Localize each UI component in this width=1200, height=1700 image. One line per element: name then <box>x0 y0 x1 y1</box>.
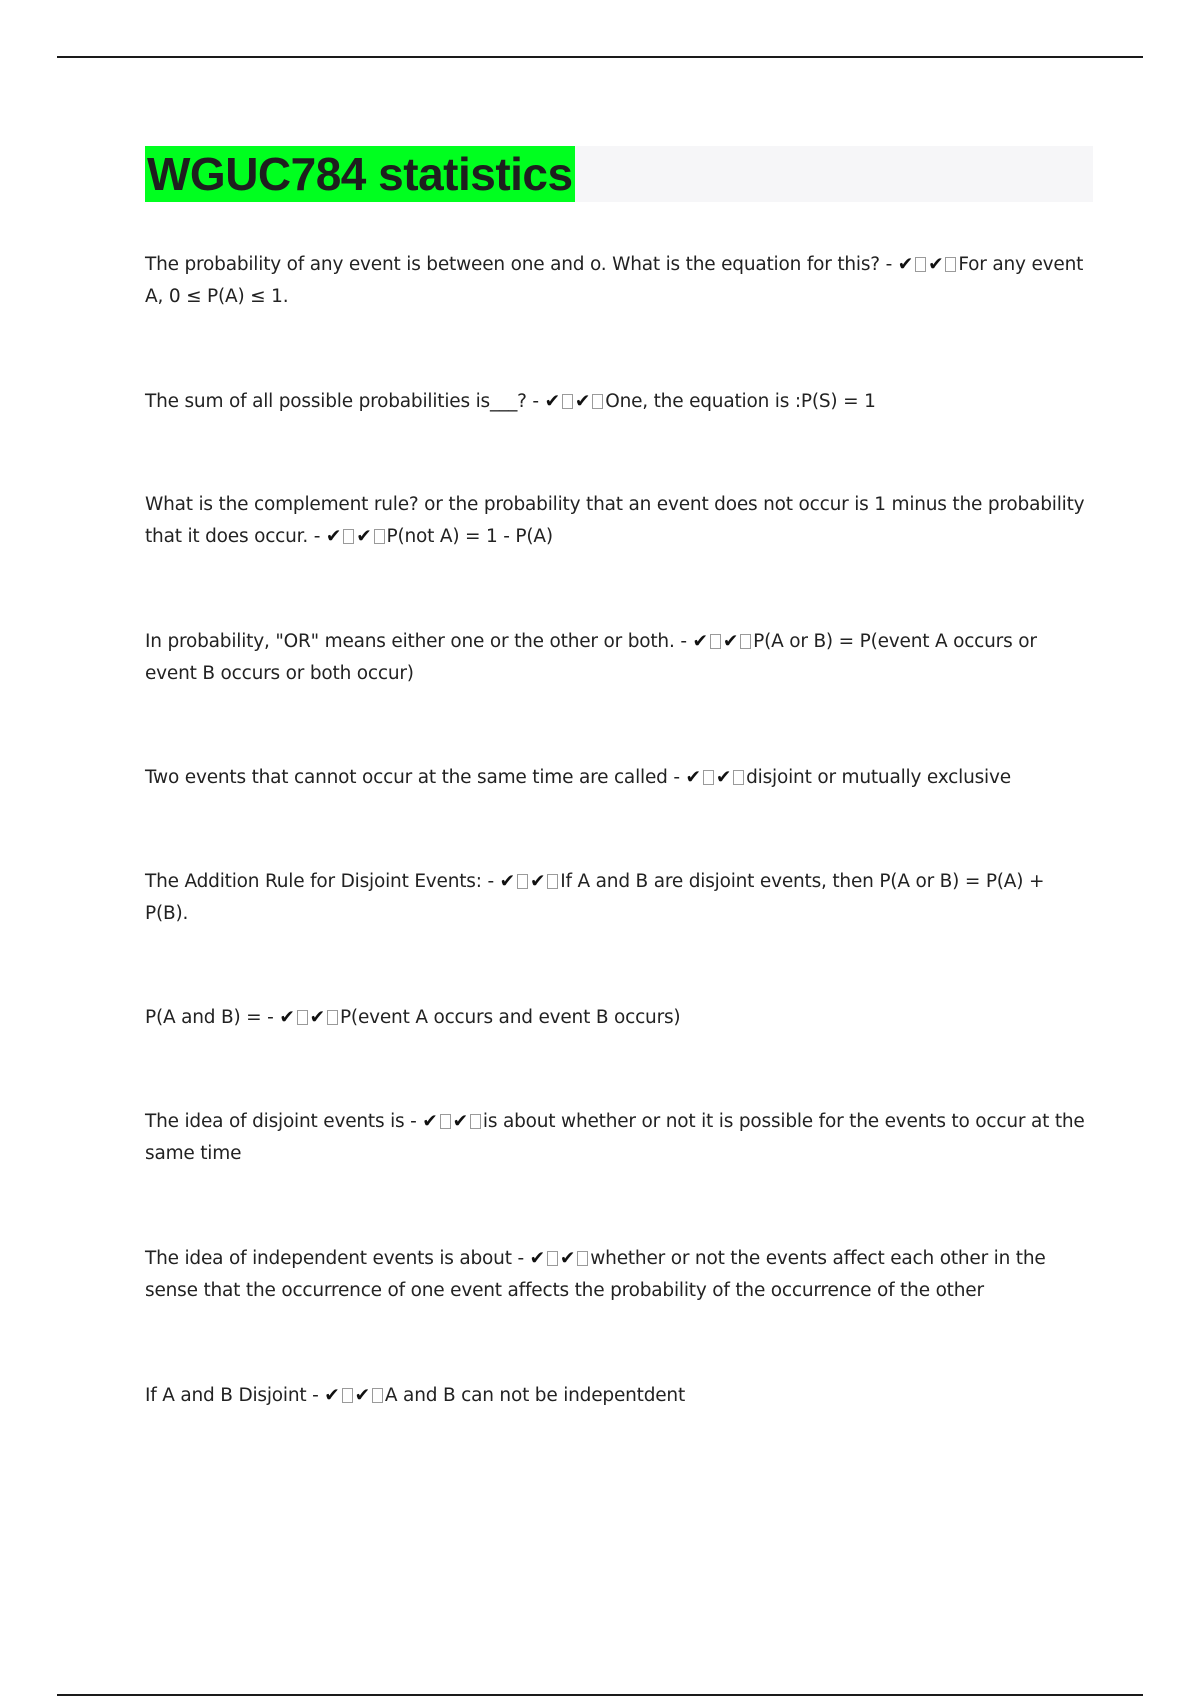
qa-item <box>145 1243 1090 1307</box>
answer-text: If A and B are disjoint events, then P(A or B) = P(A) + P(B). <box>145 871 1045 924</box>
missing-glyph-box-icon <box>297 1010 308 1025</box>
missing-glyph-box-icon <box>547 1251 558 1266</box>
missing-glyph-box-icon <box>372 1388 383 1403</box>
qa-item <box>145 1002 1090 1034</box>
missing-glyph-box-icon <box>562 394 573 409</box>
check-mark-icon: ✔ <box>928 254 944 275</box>
check-mark-icon: ✔ <box>685 767 701 788</box>
qa-item <box>145 489 1090 553</box>
missing-glyph-box-icon <box>342 1388 353 1403</box>
answer-text: is about whether or not it is possible for the events to occur at the same time <box>145 1111 1085 1164</box>
answer-text: A and B can not be indepentdent <box>384 1385 686 1406</box>
missing-glyph-box-icon <box>945 257 956 272</box>
question-text: The sum of all possible probabilities is___? <box>145 391 527 412</box>
qa-item <box>145 249 1090 313</box>
separator: - <box>261 1007 280 1028</box>
missing-glyph-box-icon <box>374 529 385 544</box>
answer-text: disjoint or mutually exclusive <box>746 767 1011 788</box>
missing-glyph-box-icon <box>470 1114 481 1129</box>
separator: - <box>879 254 898 275</box>
missing-glyph-box-icon <box>577 1251 588 1266</box>
missing-glyph-box-icon <box>710 634 721 649</box>
check-mark-icon: ✔ <box>715 767 732 788</box>
separator: - <box>481 871 500 892</box>
answer-text: P(event A occurs and event B occurs) <box>339 1007 681 1028</box>
answer-text: For any event A, 0 ≤ P(A) ≤ 1. <box>145 254 1084 307</box>
missing-glyph-box-icon <box>517 874 528 889</box>
missing-glyph-box-icon <box>592 394 603 409</box>
question-text: If A and B Disjoint <box>145 1385 307 1406</box>
check-mark-icon: ✔ <box>574 391 591 412</box>
check-mark-icon: ✔ <box>356 526 372 547</box>
check-mark-icon: ✔ <box>499 871 515 892</box>
check-mark-icon: ✔ <box>452 1111 468 1132</box>
check-mark-icon: ✔ <box>279 1007 295 1028</box>
check-mark-icon: ✔ <box>309 1007 325 1028</box>
missing-glyph-box-icon <box>733 770 744 785</box>
missing-glyph-box-icon <box>547 874 558 889</box>
missing-glyph-box-icon <box>343 529 354 544</box>
question-text: The Addition Rule for Disjoint Events: <box>145 871 482 892</box>
check-mark-icon: ✔ <box>897 254 914 275</box>
check-mark-icon: ✔ <box>722 631 739 652</box>
question-text: The idea of independent events is about <box>145 1248 512 1269</box>
missing-glyph-box-icon <box>915 257 926 272</box>
top-rule <box>57 56 1143 58</box>
qa-item <box>145 386 1090 418</box>
question-text: The idea of disjoint events is <box>145 1111 405 1132</box>
check-mark-icon: ✔ <box>324 1385 340 1406</box>
document-title: WGUC784 statistics <box>147 148 573 200</box>
check-mark-icon: ✔ <box>692 631 708 652</box>
check-mark-icon: ✔ <box>325 526 342 547</box>
qa-item <box>145 762 1090 794</box>
check-mark-icon: ✔ <box>529 1248 545 1269</box>
check-mark-icon: ✔ <box>422 1111 438 1132</box>
separator: - <box>308 526 326 547</box>
question-text: In probability, "OR" means either one or the other or both. <box>145 631 675 652</box>
check-mark-icon: ✔ <box>354 1385 370 1406</box>
check-mark-icon: ✔ <box>559 1248 576 1269</box>
separator: - <box>404 1111 423 1132</box>
qa-item <box>145 866 1090 930</box>
separator: - <box>674 631 693 652</box>
separator: - <box>667 767 686 788</box>
missing-glyph-box-icon <box>327 1010 338 1025</box>
qa-item <box>145 1106 1090 1170</box>
qa-item <box>145 626 1090 690</box>
check-mark-icon: ✔ <box>529 871 546 892</box>
question-text: P(A and B) = <box>145 1007 262 1028</box>
separator: - <box>511 1248 530 1269</box>
missing-glyph-box-icon <box>740 634 751 649</box>
answer-text: whether or not the events affect each other in the sense that the occurrence of one event affects the probability of the occurrence of the other <box>145 1248 1046 1301</box>
answer-text: P(not A) = 1 - P(A) <box>386 526 553 547</box>
answer-text: P(A or B) = P(event A occurs or event B occurs or both occur) <box>145 631 1037 684</box>
question-text: Two events that cannot occur at the same time are called <box>145 767 668 788</box>
qa-item <box>145 1380 1090 1412</box>
check-mark-icon: ✔ <box>544 391 560 412</box>
question-text: The probability of any event is between one and o. What is the equation for this? <box>145 254 880 275</box>
bottom-rule <box>57 1694 1143 1696</box>
separator: - <box>526 391 545 412</box>
question-text: What is the complement rule? or the probability that an event does not occur is 1 minus the probability that it does occur. <box>145 494 1085 547</box>
missing-glyph-box-icon <box>440 1114 451 1129</box>
answer-text: One, the equation is :P(S) = 1 <box>605 391 876 412</box>
missing-glyph-box-icon <box>703 770 714 785</box>
separator: - <box>306 1385 325 1406</box>
